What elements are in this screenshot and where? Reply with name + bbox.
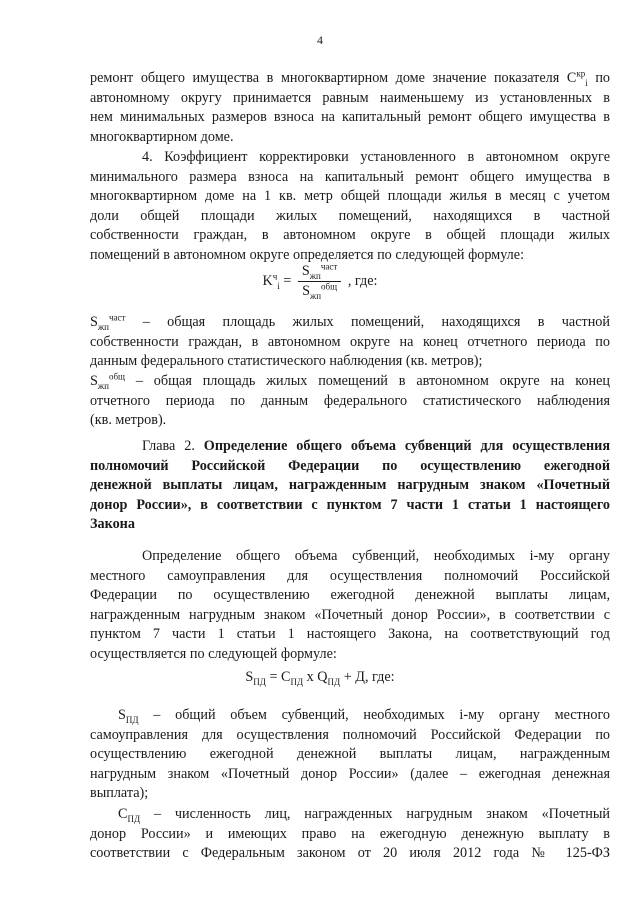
page-number: 4	[317, 33, 323, 47]
text-line: Федерации по осуществлению ежегодной денежной выплаты лицам,	[90, 587, 610, 604]
text-line: самоуправления для осуществления полномочий Российской Федерации по	[90, 726, 610, 743]
fraction-denominator: $S_{жп}^{общ}$	[302, 281, 338, 301]
paragraph-coefficient	[90, 148, 610, 266]
text-line: отчетного периода по данным федерального статистического наблюдения	[90, 392, 610, 409]
text-line: осуществлению ежегодной денежной выплаты лицам, награжденным	[90, 746, 610, 763]
text-line: многоквартирном доме.	[90, 128, 234, 145]
text-line: Закона	[90, 516, 135, 533]
text-line: местного самоуправления для осуществления полномочий Российской	[90, 567, 610, 584]
formula-subvention: $S_{ПД} = C_{ПД}$ x $Q_{ПД} + Д$, где:	[245, 669, 395, 687]
text-line: соответствии с Федеральным законом от 20 июля 2012 года № 125-ФЗ	[90, 845, 610, 862]
definition-s-private	[90, 313, 610, 372]
text-line: пунктом 7 части 1 статьи 1 настоящего Закона, на соответствующий год	[90, 626, 610, 643]
text-line: доли общей площади жилых помещений, находящихся в частной	[90, 207, 610, 224]
text-line: Определение общего объема субвенций, необходимых i-му органу	[142, 548, 610, 564]
definition-s-total	[90, 372, 610, 431]
text-line: награжденным нагрудным знаком «Почетный донор России», в соответствии с	[90, 606, 610, 623]
text-line: полномочий Российской Федерации по осуществлению ежегодной	[90, 457, 610, 474]
text-line: собственности граждан, в автономном округе на конец отчетного периода по	[90, 333, 610, 350]
text-line: ремонт общего имущества в многоквартирном доме значение показателя $C^{кр}_i$ по	[90, 68, 611, 88]
text-line: $S_{ПД}$ – общий объем субвенций, необходимых i-му органу местного	[118, 707, 610, 725]
text-line: $C_{ПД}$ – численность лиц, награжденных нагрудным знаком «Почетный	[118, 806, 611, 824]
text-line: донор России», в соответствии с пунктом 7 части 1 статьи 1 настоящего	[90, 496, 610, 513]
text-line: собственности граждан, в автономном округе в общей площади жилых	[90, 227, 610, 244]
text-line: донор России» и имеющих право на ежегодную денежную выплату в	[90, 825, 610, 842]
text-line: минимального размера взноса на капитальный ремонт общего имущества в	[90, 168, 610, 185]
symbol-c-kr: $C^{кр}_i$	[566, 68, 588, 88]
text-line: многоквартирном доме на 1 кв. метр общей площади жилья в месяц с учетом	[90, 188, 610, 205]
text-line: $S_{жп}^{общ}$ – общая площадь жилых помещений в автономном округе на конец	[90, 371, 611, 391]
formula-coefficient: $K^ч_i$ = $\frac{S_{жп}^{част}}{S_{жп}^{общ}}$ , где:	[262, 261, 378, 301]
text-line: данным федерального статистического наблюдения (кв. метров);	[90, 353, 483, 370]
chapter-heading	[90, 437, 610, 535]
text-line: нагрудным знаком «Почетный донор России» (далее – ежегодная денежная	[90, 765, 610, 782]
fraction-numerator: $S_{жп}^{част}$	[298, 263, 341, 282]
text-line: денежной выплаты лицам, награжденным нагрудным знаком «Почетный	[90, 477, 610, 494]
text-line: (кв. метров).	[90, 412, 167, 429]
formula-lhs: $K^ч_i$	[262, 271, 280, 291]
text-line: нем минимальных размеров взноса на капитальный ремонт общего имущества в	[90, 109, 610, 126]
text-line: помещений в автономном округе определяется по следующей формуле:	[90, 246, 525, 263]
definition-c-pd	[90, 805, 610, 864]
definition-s-pd	[90, 706, 610, 804]
text-line: 4. Коэффициент корректировки установленного в автономном округе	[142, 149, 610, 165]
symbol-s-pd: $S_{ПД}$	[118, 707, 139, 725]
symbol-s-private: $S_{жп}^{част}$	[90, 312, 126, 332]
text-line: $S_{жп}^{част}$ – общая площадь жилых помещений, находящихся в частной	[90, 312, 610, 332]
paragraph-subvention-definition	[90, 547, 610, 665]
symbol-c-pd: $C_{ПД}$	[118, 806, 141, 824]
symbol-s-total: $S_{жп}^{общ}$	[90, 371, 125, 391]
text-line: выплата);	[90, 785, 149, 802]
paragraph-min-contribution	[90, 69, 610, 147]
text-line: осуществляется по следующей формуле:	[90, 645, 337, 662]
formula-fraction	[298, 263, 341, 300]
text-line: автономному округу принимается равным наименьшему из установленных в	[90, 89, 610, 106]
text-line: Глава 2. Определение общего объема субвенций для осуществления	[142, 438, 610, 454]
